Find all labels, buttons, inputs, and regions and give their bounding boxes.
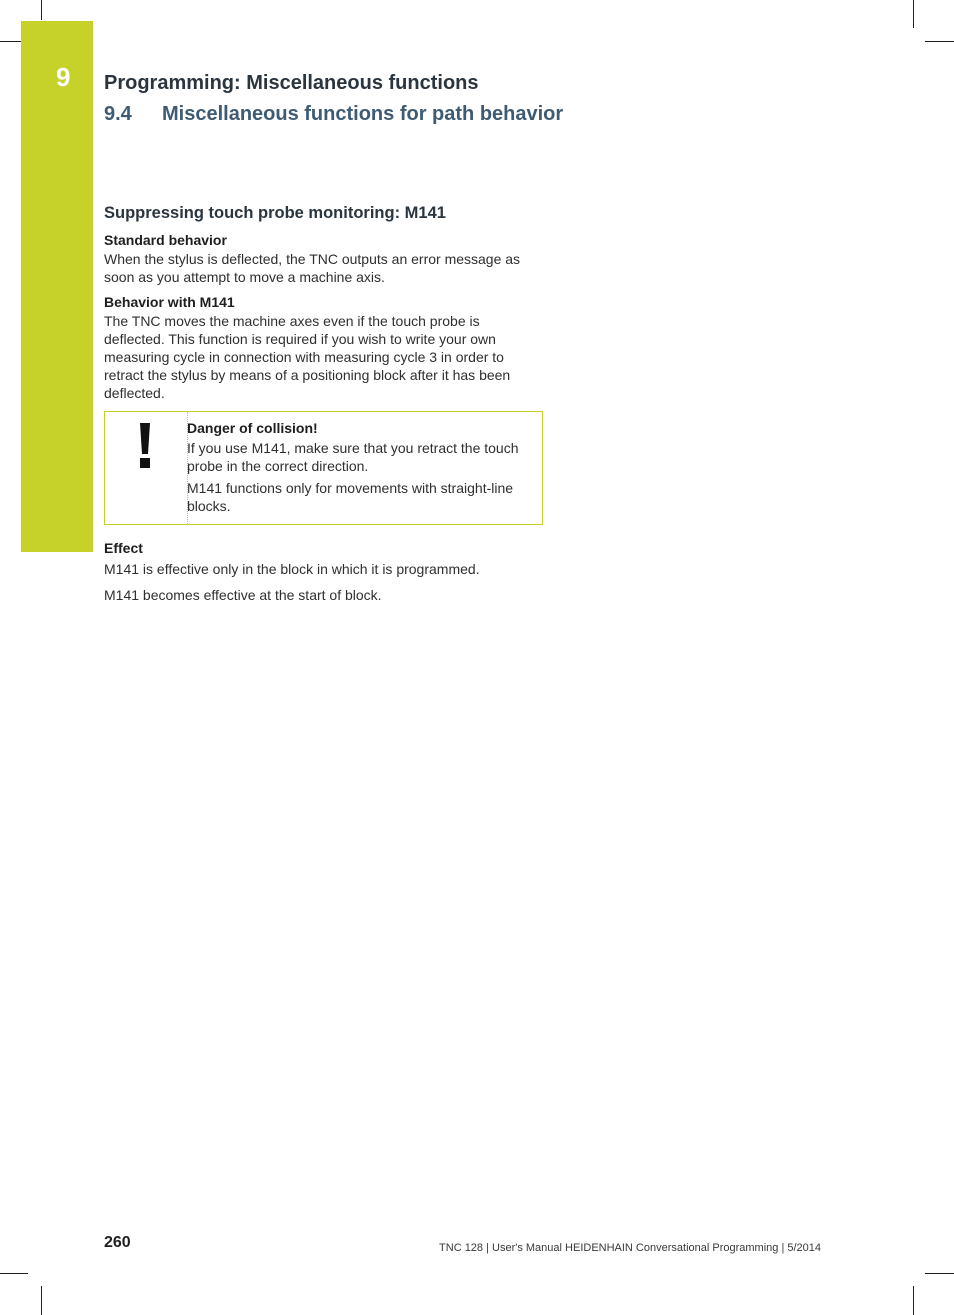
article-heading: Suppressing touch probe monitoring: M141 xyxy=(104,204,446,222)
effect-line-1: M141 is effective only in the block in which it is programmed. xyxy=(104,561,480,577)
crop-mark xyxy=(925,1273,954,1274)
section-number: 9.4 xyxy=(104,103,132,125)
crop-mark xyxy=(41,1286,42,1315)
warning-line-2: M141 functions only for movements with straight-line blocks. xyxy=(187,480,514,514)
crop-mark xyxy=(0,41,21,42)
crop-mark xyxy=(913,1286,914,1315)
section-title: Miscellaneous functions for path behavior xyxy=(162,103,564,125)
footer-text: TNC 128 | User's Manual HEIDENHAIN Conversational Programming | 5/2014 xyxy=(439,1242,821,1254)
crop-mark xyxy=(41,0,42,20)
warning-title: Danger of collision! xyxy=(187,420,318,436)
effect-heading: Effect xyxy=(104,540,143,556)
section-header xyxy=(104,103,563,126)
behavior-m141-heading: Behavior with M141 xyxy=(104,294,235,310)
effect-line-2: M141 becomes effective at the start of block. xyxy=(104,587,382,603)
behavior-m141-text: The TNC moves the machine axes even if the touch probe is deflected. This function is required if you wish to write your own measuring cycle in connection with measuring cycle 3 in order to retract the stylus by means of a positioning block after it has been deflected. xyxy=(104,313,511,401)
standard-behavior-text: When the stylus is deflected, the TNC outputs an error message as soon as you attempt to move a machine axis. xyxy=(104,251,521,285)
page-number: 260 xyxy=(104,1234,131,1251)
crop-mark xyxy=(913,0,914,28)
exclamation-icon xyxy=(135,423,155,469)
warning-text xyxy=(187,420,522,519)
chapter-number: 9 xyxy=(56,62,71,92)
main-content xyxy=(104,204,544,612)
crop-mark xyxy=(0,1273,28,1274)
warning-line-1: If you use M141, make sure that you retract the touch probe in the correct direction. xyxy=(187,440,519,474)
crop-mark xyxy=(925,41,954,42)
chapter-tab xyxy=(21,21,93,552)
chapter-title: Programming: Miscellaneous functions xyxy=(104,72,479,94)
standard-behavior-heading: Standard behavior xyxy=(104,232,227,248)
warning-box xyxy=(104,411,543,525)
